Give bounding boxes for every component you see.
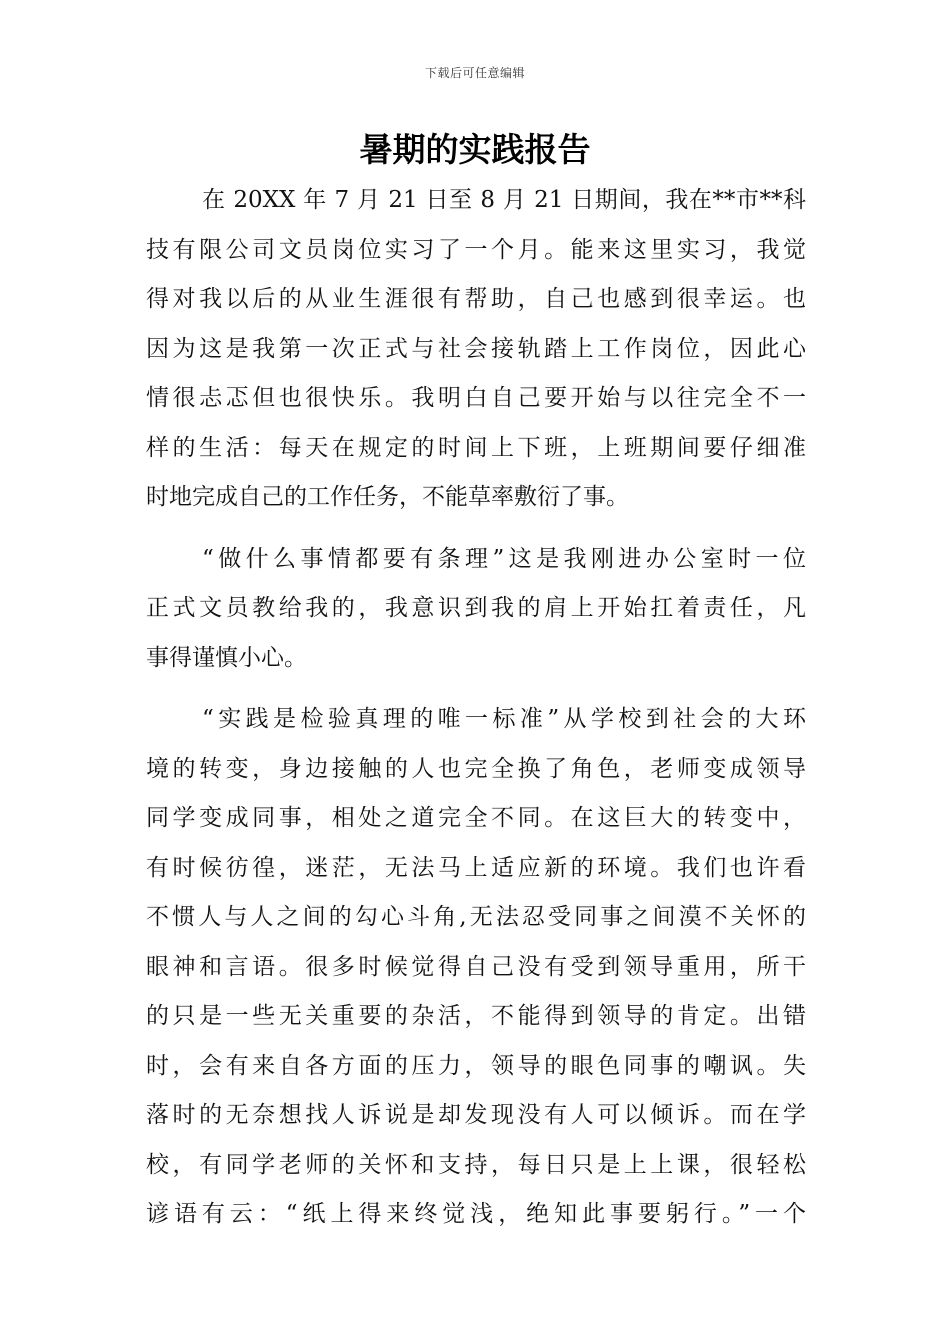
- paragraph-line: 在 20XX 年 7 月 21 日至 8 月 21 日期间，我在**市**科: [202, 187, 806, 213]
- paragraph-gap: [146, 523, 806, 535]
- paragraph-line: 同学变成同事，相处之道完全不同。在这巨大的转变中，: [146, 805, 806, 831]
- paragraph-line: 因为这是我第一次正式与社会接轨踏上工作岗位，因此心: [146, 335, 806, 362]
- paragraph-3: [146, 695, 806, 1240]
- paragraph-line: 落时的无奈想找人诉说是却发现没有人可以倾诉。而在学: [146, 1102, 806, 1128]
- header-note: 下载后可任意编辑: [424, 66, 525, 80]
- document-title: 暑期的实践报告: [359, 130, 591, 169]
- paragraph-line: 事得谨慎小心。: [146, 644, 307, 671]
- paragraph-line: 时，会有来自各方面的压力，领导的眼色同事的嘲讽。失: [146, 1052, 806, 1079]
- paragraph-gap: [146, 683, 806, 695]
- paragraph-line: 时地完成自己的工作任务，不能草率敷衍了事。: [146, 484, 629, 510]
- paragraph-line: 技有限公司文员岗位实习了一个月。能来这里实习，我觉: [146, 236, 806, 263]
- paragraph-line: 境的转变，身边接触的人也完全换了角色，老师变成领导: [146, 755, 806, 782]
- paragraph-line: 情很忐忑但也很快乐。我明白自己要开始与以往完全不一: [146, 385, 806, 411]
- paragraph-line: 样的生活：每天在规定的时间上下班，上班期间要仔细准: [146, 434, 806, 461]
- document-body: [146, 176, 806, 1240]
- paragraph-line: “做什么事情都要有条理”这是我刚进办公室时一位: [202, 545, 806, 572]
- paragraph-line: 得对我以后的从业生涯很有帮助，自己也感到很幸运。也: [146, 286, 806, 312]
- paragraph-line: “实践是检验真理的唯一标准”从学校到社会的大环: [202, 706, 806, 732]
- paragraph-2: [146, 535, 806, 684]
- paragraph-1: [146, 176, 806, 523]
- paragraph-line: 有时候彷徨，迷茫，无法马上适应新的环境。我们也许看: [146, 854, 806, 881]
- paragraph-line: 谚语有云：“纸上得来终觉浅，绝知此事要躬行。”一个: [146, 1201, 806, 1227]
- paragraph-line: 的只是一些无关重要的杂活，不能得到领导的肯定。出错: [146, 1003, 806, 1029]
- paragraph-line: 校，有同学老师的关怀和支持，每日只是上上课，很轻松: [146, 1151, 806, 1178]
- paragraph-line: 正式文员教给我的，我意识到我的肩上开始扛着责任，凡: [146, 595, 806, 621]
- paragraph-line: 眼神和言语。很多时候觉得自己没有受到领导重用，所干: [146, 953, 806, 980]
- paragraph-line: 不惯人与人之间的勾心斗角,无法忍受同事之间漠不关怀的: [146, 904, 806, 930]
